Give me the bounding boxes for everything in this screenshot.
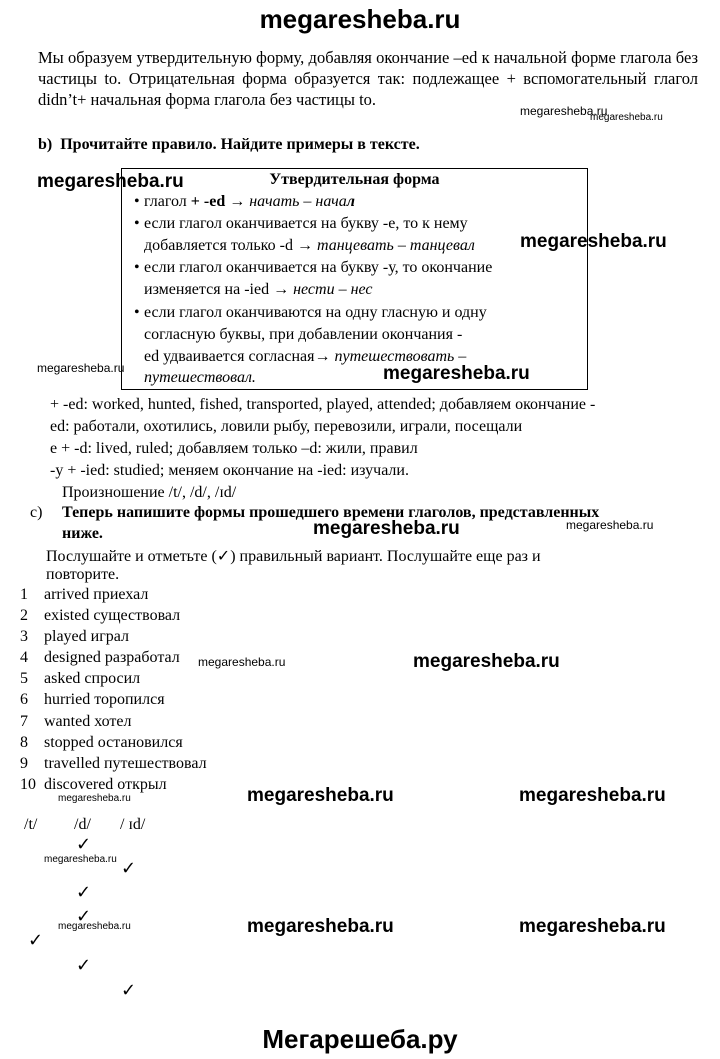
bullet-icon: •	[134, 304, 140, 321]
check-icon: ✓	[76, 882, 92, 903]
pron-header-d: /d/	[74, 816, 91, 833]
section-b-title: Прочитайте правило. Найдите примеры в тексте.	[60, 136, 420, 153]
watermark: megaresheba.ru	[590, 112, 663, 123]
verb-item-1: 1 arrived приехал	[20, 586, 149, 603]
rule-bullet-2-cont: добавляется только -d → танцевать – танцевал	[144, 237, 475, 254]
verb-item-7: 7 wanted хотел	[20, 713, 132, 730]
watermark: megaresheba.ru	[247, 916, 394, 937]
watermark: megaresheba.ru	[313, 518, 460, 539]
rule-bullet-2: • если глагол оканчивается на букву -е, то к нему	[134, 215, 468, 232]
section-c-instruction-2: повторите.	[46, 566, 120, 583]
watermark: megaresheba.ru	[520, 231, 667, 252]
verb-item-3: 3 played играл	[20, 628, 129, 645]
check-icon: ✓	[121, 858, 137, 879]
verb-item-8: 8 stopped остановился	[20, 734, 183, 751]
verb-item-10: 10 discovered открыл	[20, 776, 167, 793]
example-line-1: + -ed: worked, hunted, fished, transported, played, attended; добавляем окончание -	[50, 396, 596, 413]
watermark: megaresheba.ru	[198, 655, 286, 669]
bullet-icon: •	[134, 193, 140, 210]
watermark: megaresheba.ru	[37, 361, 125, 375]
verb-item-2: 2 existed существовал	[20, 607, 181, 624]
example-line-3: е + -d: lived, ruled; добавляем только –d: жили, правил	[50, 440, 418, 457]
verb-item-4: 4 designed разработал	[20, 649, 180, 666]
rule-bullet-3: • если глагол оканчивается на букву -у, то окончание	[134, 259, 493, 276]
section-b-label: b)	[38, 136, 53, 153]
example-line-4: -у + -ied: studied; меняем окончание на -ied: изучали.	[50, 462, 409, 479]
rule-box	[121, 168, 588, 390]
watermark: megaresheba.ru	[44, 854, 117, 865]
check-icon: ✓	[76, 906, 92, 927]
watermark: megaresheba.ru	[566, 518, 654, 532]
watermark: megaresheba.ru	[520, 104, 608, 118]
rule-bullet-4-cont-2: ed удваивается согласная→ путешествовать –	[144, 348, 467, 365]
watermark: megaresheba.ru	[519, 785, 666, 806]
watermark: megaresheba.ru	[247, 785, 394, 806]
rule-bullet-4-cont-1: согласную буквы, при добавлении окончания -	[144, 326, 463, 343]
watermark: megaresheba.ru	[413, 651, 560, 672]
bullet-icon: •	[134, 259, 140, 276]
verb-item-9: 9 travelled путешествовал	[20, 755, 207, 772]
site-footer: Мегарешеба.ру	[262, 1024, 458, 1054]
check-icon: ✓	[28, 930, 44, 951]
verb-item-6: 6 hurried торопился	[20, 691, 165, 708]
pron-header-id: / ɪd/	[120, 816, 146, 833]
rule-bullet-1: • глагол + -ed → начать – начал	[134, 193, 356, 210]
rule-bullet-4: • если глагол оканчиваются на одну гласную и одну	[134, 304, 487, 321]
watermark: megaresheba.ru	[37, 171, 184, 192]
pron-header-t: /t/	[24, 816, 38, 833]
rule-bullet-4-cont-3: путешествовал.	[144, 369, 256, 386]
site-header: megaresheba.ru	[259, 4, 461, 34]
rule-bullet-3-cont: изменяется на -ied → нести – нес	[144, 281, 373, 298]
intro-paragraph: Мы образуем утвердительную форму, добавляя окончание –ed к начальной форме глагола без частицы to. Отрицательная форма образуется так: подлежащее + вспомогательный глагол didn’t+ начальная форма глагола без частицы to.	[38, 48, 698, 109]
watermark: megaresheba.ru	[58, 793, 131, 804]
section-c-title-2: ниже.	[62, 525, 103, 542]
section-c-title-1: Теперь напишите формы прошедшего времени глаголов, представленных	[62, 504, 600, 521]
watermark: megaresheba.ru	[58, 921, 131, 932]
bullet-icon: •	[134, 215, 140, 232]
verb-item-5: 5 asked спросил	[20, 670, 141, 687]
check-icon: ✓	[76, 955, 92, 976]
check-icon: ✓	[76, 834, 92, 855]
example-line-2: ed: работали, охотились, ловили рыбу, перевозили, играли, посещали	[50, 418, 523, 435]
rule-box-heading: Утвердительная форма	[269, 171, 440, 188]
section-c-instruction-1: Послушайте и отметьте (✓) правильный вариант. Послушайте еще раз и	[46, 548, 541, 565]
watermark: megaresheba.ru	[383, 363, 530, 384]
check-icon: ✓	[121, 980, 137, 1001]
section-c-label: c)	[30, 504, 43, 521]
section-b-heading	[38, 136, 420, 154]
watermark: megaresheba.ru	[519, 916, 666, 937]
pronunciation-line: Произношение /t/, /d/, /ɪd/	[62, 484, 237, 501]
